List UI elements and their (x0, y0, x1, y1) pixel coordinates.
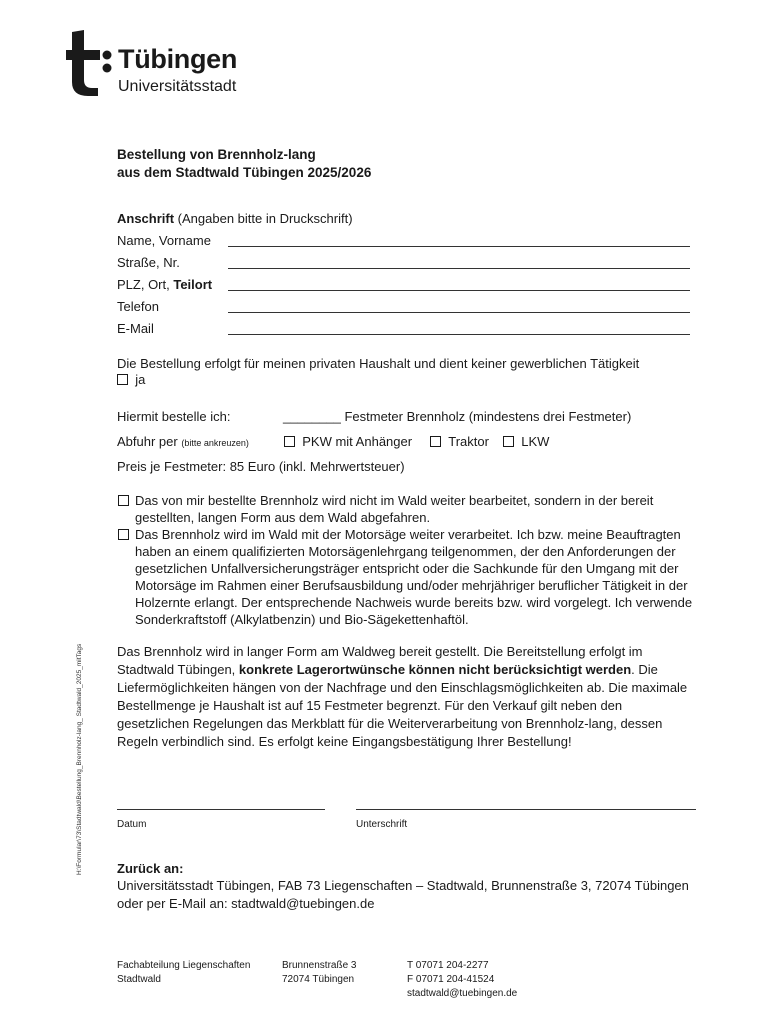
date-field[interactable] (117, 809, 325, 810)
transport-option-tractor: Traktor (430, 434, 489, 449)
title-line-2: aus dem Stadtwald Tübingen 2025/2026 (117, 165, 372, 180)
date-label: Datum (117, 819, 147, 830)
signature-field[interactable] (356, 809, 696, 810)
tractor-checkbox[interactable] (430, 436, 441, 447)
form-title (117, 146, 371, 182)
logo-subtitle: Universitätsstadt (118, 78, 237, 95)
car-trailer-checkbox[interactable] (284, 436, 295, 447)
quantity-field[interactable]: ________ (283, 409, 341, 424)
footer-email[interactable]: stadtwald@tuebingen.de (407, 988, 518, 999)
option-a-checkbox[interactable] (118, 495, 129, 506)
option-a-text: Das von mir bestellte Brennholz wird nicht im Wald weiter bearbeitet, sondern in der bereit gestellten, langen Form aus dem Wald abgefahren. (135, 493, 654, 525)
street-field[interactable] (228, 268, 690, 269)
info-paragraph: Das Brennholz wird in langer Form am Waldweg bereit gestellt. Die Bereitstellung erfolgt im Stadtwald Tübingen, konkrete Lagerortwünsche können nicht berücksichtigt werden. Die Liefermöglichkeiten hängen von der Nachfrage und den Einschlagsmöglichkeiten ab. Die maximale Bestellmenge je Haushalt ist auf 15 Festmeter begrenzt. Für den Verkauf gilt neben den gesetzlichen Regelungen das Merkblatt für die Weiterverarbeitung von Brennholz-lang, dessen Regeln verbindlich sind. Es erfolgt keine Eingangsbestätigung Ihrer Bestellung! (117, 644, 688, 749)
file-path-text: H:\Formular\73\Stadtwald\Bestellung_Brennholz-lang_ Stadtwald_2025_mitTags (76, 643, 83, 875)
return-heading: Zurück an: (117, 861, 184, 876)
order-quantity (283, 409, 631, 424)
logo-name: Tübingen (118, 44, 238, 74)
address-heading: Anschrift (Angaben bitte in Druckschrift) (117, 211, 353, 226)
footer-contact: T 07071 204-2277 F 07071 204-41524 stadtwald@tuebingen.de (407, 960, 518, 999)
option-b-checkbox[interactable] (118, 529, 129, 540)
email-field[interactable] (228, 334, 690, 335)
signature-label: Unterschrift (356, 819, 408, 830)
name-field[interactable] (228, 246, 690, 247)
city-field[interactable] (228, 290, 690, 291)
transport-label: Abfuhr per (bitte ankreuzen) (117, 434, 249, 449)
order-label: Hiermit bestelle ich: (117, 409, 231, 424)
private-option (117, 372, 145, 387)
phone-field[interactable] (228, 312, 690, 313)
option-b-text: Das Brennholz wird im Wald mit der Motorsäge weiter verarbeitet. Ich bzw. meine Beauftragten haben an einem qualifizierten Motorsägenlehrgang teilgenommen, der den Anforderungen der gesetzlichen Unfallversicherungsträger entspricht oder die Sachkunde für den Umgang mit der Motorsäge im Rahmen einer Berufsausbildung und/oder mehrjähriger beruflicher Tätigkeit in der Holzernte erlangt. Der entsprechende Nachweis wurde bereits bzw. wird vorgelegt. Ich verwende Sonderkraftstoff (Alkylatbenzin) und Bio-Sägekettenhaftöl. (135, 527, 693, 627)
footer-address: Brunnenstraße 3 72074 Tübingen (282, 960, 357, 985)
phone-label: Telefon (117, 299, 159, 314)
city-label: PLZ, Ort, Teilort (117, 277, 213, 292)
title-line-1: Bestellung von Brennholz-lang (117, 147, 316, 162)
transport-option-car: PKW mit Anhänger (284, 434, 412, 449)
name-label: Name, Vorname (117, 233, 211, 248)
order-text: Festmeter Brennholz (mindestens drei Festmeter) (340, 409, 632, 424)
price-text: Preis je Festmeter: 85 Euro (inkl. Mehrwertsteuer) (117, 459, 405, 474)
email-label: E-Mail (117, 321, 154, 336)
private-option-label: ja (135, 372, 146, 387)
truck-checkbox[interactable] (503, 436, 514, 447)
street-label: Straße, Nr. (117, 255, 180, 270)
private-household-text: Die Bestellung erfolgt für meinen privaten Haushalt und dient keiner gewerblichen Tätigkeit (117, 356, 640, 371)
return-email: oder per E-Mail an: stadtwald@tuebingen.de (117, 896, 375, 911)
return-address: Universitätsstadt Tübingen, FAB 73 Liegenschaften – Stadtwald, Brunnenstraße 3, 72074 Tübingen (117, 878, 689, 893)
transport-option-truck: LKW (503, 434, 549, 449)
city-logo-icon (66, 30, 112, 96)
private-checkbox[interactable] (117, 374, 128, 385)
footer-department: Fachabteilung Liegenschaften Stadtwald (117, 960, 251, 985)
